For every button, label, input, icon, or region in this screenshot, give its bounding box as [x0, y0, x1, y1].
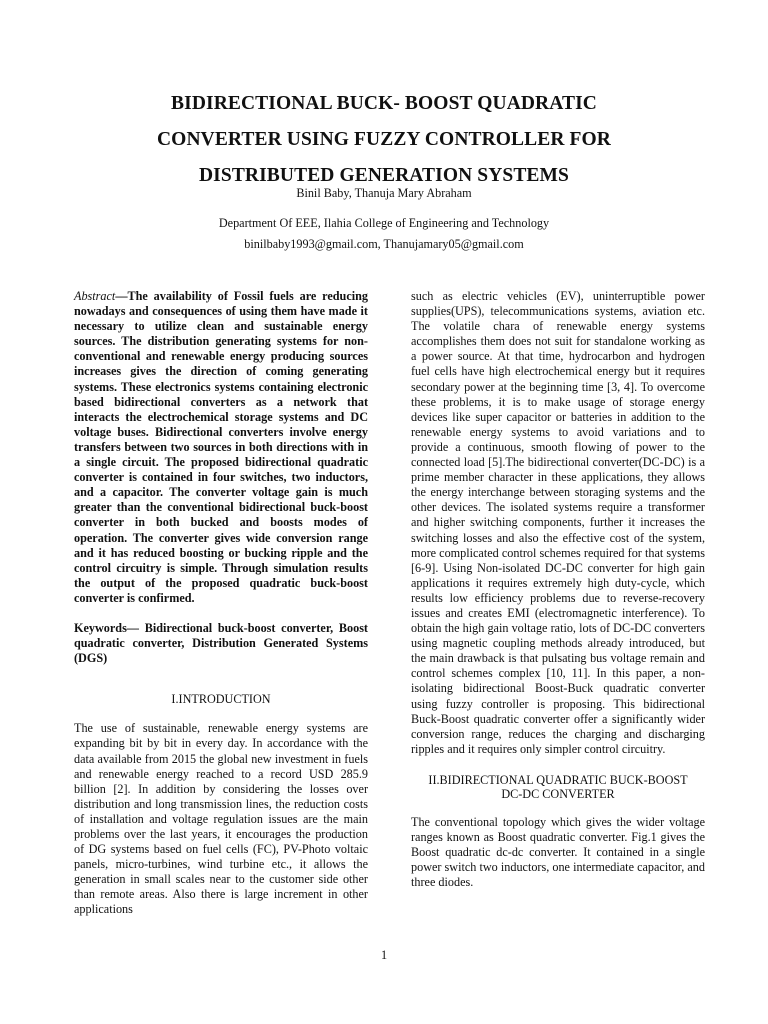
section-heading-introduction: I.INTRODUCTION	[171, 692, 271, 707]
keywords: Keywords— Bidirectional buck-boost converter, Boost quadratic converter, Distribution Generated Systems (DGS)	[74, 620, 368, 666]
authors: Binil Baby, Thanuja Mary Abraham	[296, 186, 472, 200]
section-heading-converter	[411, 773, 705, 801]
intro-paragraph: The use of sustainable, renewable energy systems are expanding bit by bit in every day. In accordance with the data available from 2015 the global new investment in fuels and renewable energy reached to a record USD 285.9 billion [2]. In addition by considering the losses over distribution and long transmission lines, the reduction costs of installation and voltage regulation issues are the main problems over the last years, it encourages the production of DG systems based on fuel cells (FC), PV-Photo voltaic panels, micro-turbines, wind turbine etc., it allows the generation in small scales near to the customer side other than remote areas. Also there is large increment in other applications	[74, 721, 368, 917]
left-column	[74, 289, 368, 918]
abstract-text: —The availability of Fossil fuels are reducing nowadays and consequences of using them have made it necessary to utilize clean and sustainable energy sources. The distribution generating systems for non-conventional and renewable energy producing sources increases gives the direction of coming generating systems. These electronics systems containing electronic based bidirectional converters as a network that interacts the electrochemical storage systems and DC voltage buses. Bidirectional converters involve energy transfers between two sources in both directions with in a single circuit. The proposed bidirectional quadratic converter is contained in four switches, two inductors, and a capacitor. The converter voltage gain is much greater than the conventional bidirectional buck-boost converter in both bucked and boosts modes of operation. The converter gives wide conversion range and it has reduced boosting or bucking ripple and the control circuitry is simple. Through simulation results the output of the proposed quadratic buck-boost converter is confirmed.	[74, 289, 368, 605]
right-column	[411, 289, 705, 890]
page-number: 1	[380, 948, 388, 962]
intro-paragraph-continued: such as electric vehicles (EV), uninterruptible power supplies(UPS), telecommunications systems, aviation etc. The volatile chara of renewable energy systems accomplishes them does not suit for standalone working as a power source. At that time, hydrocarbon and hydrogen fuel cells have high electrochemical energy but it requires secondary power at the beginning time [3, 4]. To overcome these problems, it is to make usage of storage energy devices like super capacitor or batteries in addition to the renewable energy systems to avoid variations and to provide a continuous, smooth flowing of power to the connected load [5].The bidirectional converter(DC-DC) is a prime member character in these applications, they allows the energy interchange between storaging systems and the other devices. The isolated systems require a transformer and higher switching components, further it increases the switching losses and also the effective cost of the system, more complicated control schemes required for that systems [6-9]. Using Non-isolated DC-DC converter for high gain applications it requires extremely high duty-cycle, which results low efficiency problems due to reverse-recovery issues and creates EMI (electromagnetic interference). To obtain the high gain voltage ratio, lots of DC-DC converters using magnetic coupling methods already introduced, but the main drawback is that pulsating bus voltage remain and control schemes complex [10, 11]. In this paper, a non-isolating bidirectional Boost-Buck quadratic converter using fuzzy controller is proposing. This bidirectional Buck-Boost quadratic converter offer a significantly wider conversion range, reduces the charging and discharging ripples and it requires only simpler control circuitry.	[411, 289, 705, 756]
paper-title	[0, 86, 768, 194]
abstract-lead: Abstract	[74, 289, 116, 303]
abstract	[74, 289, 368, 606]
title-line: CONVERTER USING FUZZY CONTROLLER FOR	[157, 129, 611, 150]
title-line: BIDIRECTIONAL BUCK- BOOST QUADRATIC	[171, 93, 597, 114]
section-paragraph: The conventional topology which gives the wider voltage ranges known as Boost quadratic converter. Fig.1 gives the Boost quadratic dc-dc converter. It contained in a single power switch two inductors, one intermediate capacitor, and three diodes.	[411, 814, 705, 890]
section-heading-line: II.BIDIRECTIONAL QUADRATIC BUCK-BOOST	[428, 772, 688, 787]
author-emails: binilbaby1993@gmail.com, Thanujamary05@gmail.com	[244, 237, 524, 251]
section-heading-line: DC-DC CONVERTER	[501, 786, 615, 801]
title-line: DISTRIBUTED GENERATION SYSTEMS	[199, 165, 569, 186]
affiliation: Department Of EEE, Ilahia College of Engineering and Technology	[218, 216, 550, 230]
